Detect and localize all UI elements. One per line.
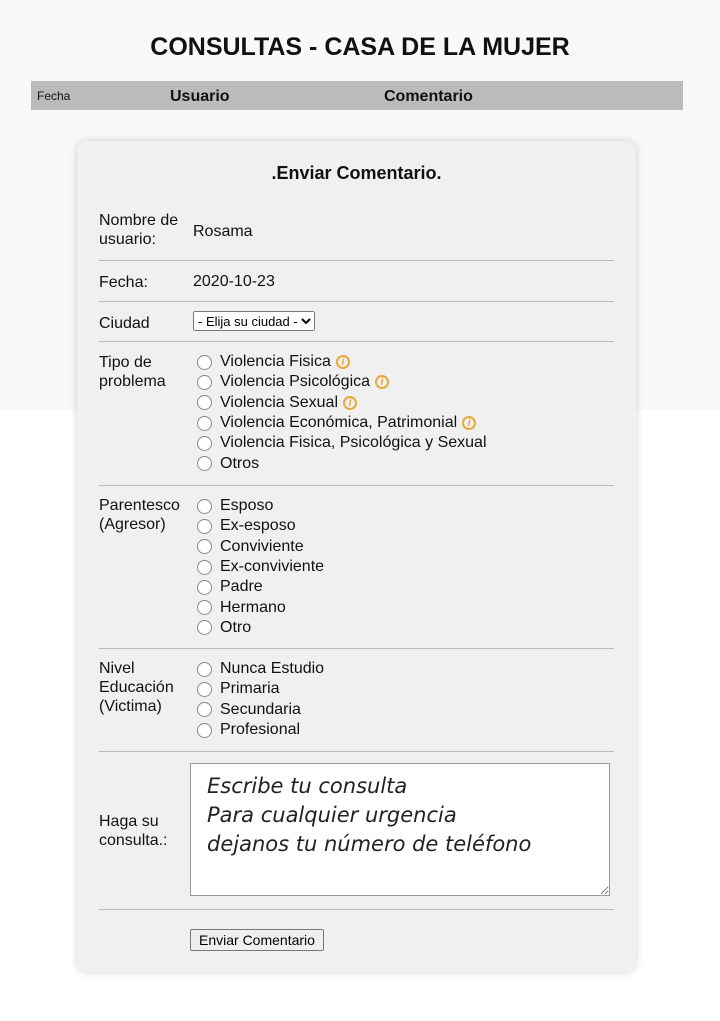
col-comentario: Comentario	[384, 88, 473, 105]
option-label: Violencia Económica, Patrimonial	[220, 414, 458, 432]
radio-button[interactable]	[197, 620, 212, 635]
problem-label: Tipo de problema	[99, 354, 166, 390]
option-label: Otros	[220, 454, 260, 472]
row-relation	[99, 486, 614, 649]
relation-option[interactable]	[193, 577, 324, 597]
radio-button[interactable]	[197, 519, 212, 534]
radio-button[interactable]	[197, 702, 212, 717]
relation-option[interactable]	[193, 597, 324, 617]
education-option[interactable]	[193, 679, 324, 699]
relation-option[interactable]	[193, 537, 324, 557]
education-option[interactable]	[193, 659, 324, 679]
problem-option[interactable]	[193, 352, 487, 372]
option-label: Ex-esposo	[220, 517, 296, 535]
option-label: Violencia Fisica	[220, 353, 331, 371]
radio-button[interactable]	[197, 580, 212, 595]
username-value: Rosama	[193, 223, 253, 240]
radio-button[interactable]	[197, 456, 212, 471]
form-title: .Enviar Comentario.	[271, 163, 442, 183]
option-label: Otro	[220, 618, 252, 636]
option-label: Ex-conviviente	[220, 558, 325, 576]
problem-option[interactable]	[193, 372, 487, 392]
option-label: Violencia Fisica, Psicológica y Sexual	[220, 434, 487, 452]
row-username	[99, 211, 614, 261]
col-usuario: Usuario	[170, 88, 230, 105]
query-label: Haga su consulta.:	[99, 813, 168, 849]
info-icon[interactable]: i	[462, 416, 476, 430]
radio-button[interactable]	[197, 416, 212, 431]
city-select[interactable]	[193, 311, 315, 331]
submit-button[interactable]: Enviar Comentario	[190, 929, 324, 951]
radio-button[interactable]	[197, 395, 212, 410]
date-label: Fecha:	[99, 274, 148, 291]
row-education	[99, 649, 614, 752]
relation-option[interactable]	[193, 618, 324, 638]
problem-option[interactable]	[193, 433, 487, 453]
radio-button[interactable]	[197, 662, 212, 677]
radio-button[interactable]	[197, 723, 212, 738]
education-label: Nivel Educación (Victima)	[99, 660, 174, 715]
row-city	[99, 302, 614, 342]
page-title: CONSULTAS - CASA DE LA MUJER	[150, 33, 570, 61]
radio-button[interactable]	[197, 499, 212, 514]
option-label: Esposo	[220, 497, 274, 515]
option-label: Secundaria	[220, 700, 301, 718]
radio-button[interactable]	[197, 375, 212, 390]
option-label: Conviviente	[220, 537, 304, 555]
option-label: Hermano	[220, 598, 286, 616]
radio-button[interactable]	[197, 560, 212, 575]
option-label: Violencia Psicológica	[220, 373, 371, 391]
problem-option[interactable]	[193, 413, 487, 433]
relation-option[interactable]	[193, 557, 324, 577]
relation-label: Parentesco (Agresor)	[99, 497, 180, 533]
radio-button[interactable]	[197, 600, 212, 615]
row-problem	[99, 342, 614, 486]
info-icon[interactable]: i	[375, 375, 389, 389]
option-label: Violencia Sexual	[220, 393, 339, 411]
option-label: Primaria	[220, 680, 280, 698]
username-label: Nombre de usuario:	[99, 212, 179, 248]
col-fecha: Fecha	[37, 89, 71, 103]
relation-option[interactable]	[193, 496, 324, 516]
row-date	[99, 261, 614, 302]
comment-form	[77, 141, 636, 972]
problem-option[interactable]	[193, 453, 487, 473]
info-icon[interactable]: i	[343, 396, 357, 410]
radio-button[interactable]	[197, 436, 212, 451]
problem-option[interactable]	[193, 393, 487, 413]
date-value: 2020-10-23	[193, 273, 275, 290]
relation-option[interactable]	[193, 516, 324, 536]
info-icon[interactable]: i	[336, 355, 350, 369]
radio-button[interactable]	[197, 539, 212, 554]
option-label: Nunca Estudio	[220, 660, 325, 678]
query-textarea[interactable]	[190, 763, 610, 896]
education-option[interactable]	[193, 720, 324, 740]
option-label: Padre	[220, 578, 263, 596]
radio-button[interactable]	[197, 355, 212, 370]
option-label: Profesional	[220, 721, 301, 739]
city-label: Ciudad	[99, 315, 150, 332]
radio-button[interactable]	[197, 682, 212, 697]
education-option[interactable]	[193, 700, 324, 720]
table-header	[31, 81, 683, 110]
